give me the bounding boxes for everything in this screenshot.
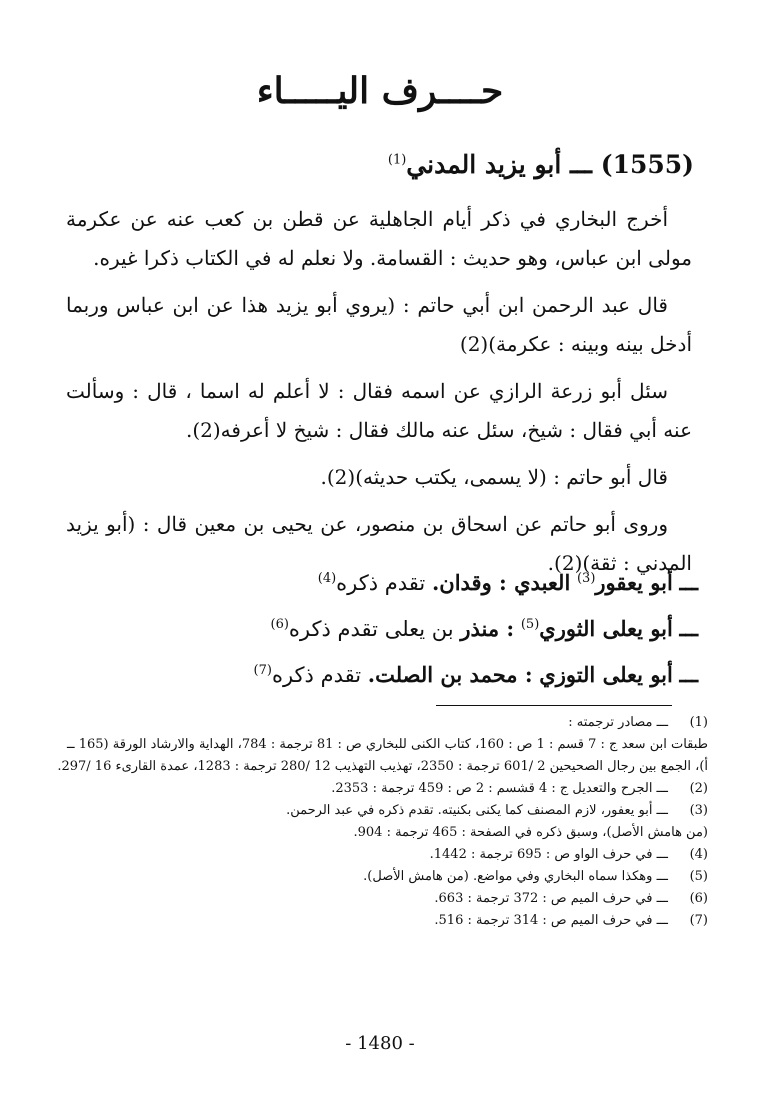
footnote: [50, 866, 708, 888]
footnote-text: ـــ في حرف الواو ص : 695 ترجمة : 1442.: [429, 847, 668, 862]
chapter-title: حــــرف اليـــــاء: [256, 70, 504, 112]
footnote-ref: (7): [253, 663, 272, 678]
cross-reference: [80, 558, 698, 604]
entry-number: (1555): [600, 150, 694, 179]
entry-heading: [60, 150, 694, 179]
cross-reference: [80, 604, 698, 650]
footnote-text: طبقات ابن سعد ج : 7 قسم : 1 ص : 160، كتاب الكنى للبخاري ص : 81 ترجمة : 784، الهداية والارشاد الورقة (165 ــ أ)، الجمع بين رجال الصحيحين 2 /601 ترجمة : 2350، تهذيب التهذيب 12 /280 ترجمة : 1283، عمدة القارىء 16 /297.: [57, 737, 708, 774]
ref-dash: ـــ: [679, 570, 698, 595]
ref-nisba: : منذر: [460, 616, 515, 641]
footnote: [50, 778, 708, 800]
paragraph: سئل أبو زرعة الرازي عن اسمه فقال : لا أعلم له اسما ، قال : وسألت عنه أبي فقال : شيخ، سئل عنه مالك فقال : شيخ لا أعرفه(2).: [66, 379, 692, 442]
paragraph: قال عبد الرحمن ابن أبي حاتم : (يروي أبو يزيد هذا عن ابن عباس وربما أدخل بينه وبينه : عكرمة)(2): [66, 293, 692, 356]
footnote-ref: (1): [387, 152, 407, 168]
entry-dash: ـــ: [570, 150, 592, 179]
footnote-number: (6): [689, 891, 708, 906]
footnote-number: (1): [689, 715, 708, 730]
footnotes: [50, 712, 708, 932]
footnote-number: (3): [689, 803, 708, 818]
ref-name: أبو يعلى التوزي: [539, 662, 673, 687]
footnote-number: (7): [689, 913, 708, 928]
footnote: [50, 844, 708, 866]
paragraph: أخرج البخاري في ذكر أيام الجاهلية عن قطن بن كعب عنه عن عكرمة مولى ابن عباس، وهو حديث : القسامة. ولا نعلم له في الكتاب ذكرا غيره.: [66, 207, 692, 270]
ref-note: بن يعلى تقدم ذكره: [288, 617, 454, 641]
footnote-text: ـــ وهكذا سماه البخاري وفي مواضع. (من هامش الأصل).: [363, 869, 668, 884]
footnote: [50, 712, 708, 734]
ref-nisba: العبدي : وقدان.: [431, 570, 571, 595]
footnote-text: ـــ في حرف الميم ص : 372 ترجمة : 663.: [434, 891, 668, 906]
entry-body: [66, 200, 692, 591]
cross-reference: [80, 650, 698, 696]
footnote-text: (من هامش الأصل)، وسبق ذكره في الصفحة : 465 ترجمة : 904.: [353, 825, 708, 840]
footnote-ref: (3): [576, 571, 596, 586]
footnote: [50, 800, 708, 822]
ref-dash: ـــ: [679, 616, 698, 641]
footnote-ref: (4): [317, 571, 337, 586]
ref-name: أبو يعلى الثوري: [539, 616, 673, 641]
footnote-text: ـــ مصادر ترجمته :: [568, 715, 668, 730]
cross-references: [80, 558, 698, 696]
footnote-text: ـــ في حرف الميم ص : 314 ترجمة : 516.: [434, 913, 668, 928]
footnote-text: ـــ الجرح والتعديل ج : 4 قشسم : 2 ص : 459 ترجمة : 2353.: [331, 781, 668, 796]
ref-dash: ـــ: [679, 662, 698, 687]
ref-note: تقدم ذكره: [336, 571, 426, 595]
footnote: [50, 910, 708, 932]
ref-name: أبو يعقور: [595, 570, 673, 595]
footnote-text: ـــ أبو يعفور، لازم المصنف كما يكنى بكنيته. تقدم ذكره في عبد الرحمن.: [286, 803, 668, 818]
footnote-number: (2): [689, 781, 708, 796]
footnote-ref: (5): [520, 617, 540, 632]
footnote-separator: [436, 705, 672, 706]
ref-nisba: : محمد بن الصلت.: [367, 662, 533, 687]
page-number: - 1480 -: [345, 1033, 415, 1054]
paragraph: قال أبو حاتم : (لا يسمى، يكتب حديثه)(2).: [320, 465, 668, 489]
footnote-number: (4): [689, 847, 708, 862]
ref-note: تقدم ذكره: [271, 663, 362, 687]
entry-name: أبو يزيد المدني: [406, 150, 562, 179]
footnote-ref: (6): [270, 617, 289, 632]
footnote: [50, 888, 708, 910]
paragraph: وروى أبو حاتم عن اسحاق بن منصور، عن يحيى بن معين قال : (أبو يزيد المدني : ثقة)(2).: [66, 512, 692, 575]
footnote-number: (5): [689, 869, 708, 884]
